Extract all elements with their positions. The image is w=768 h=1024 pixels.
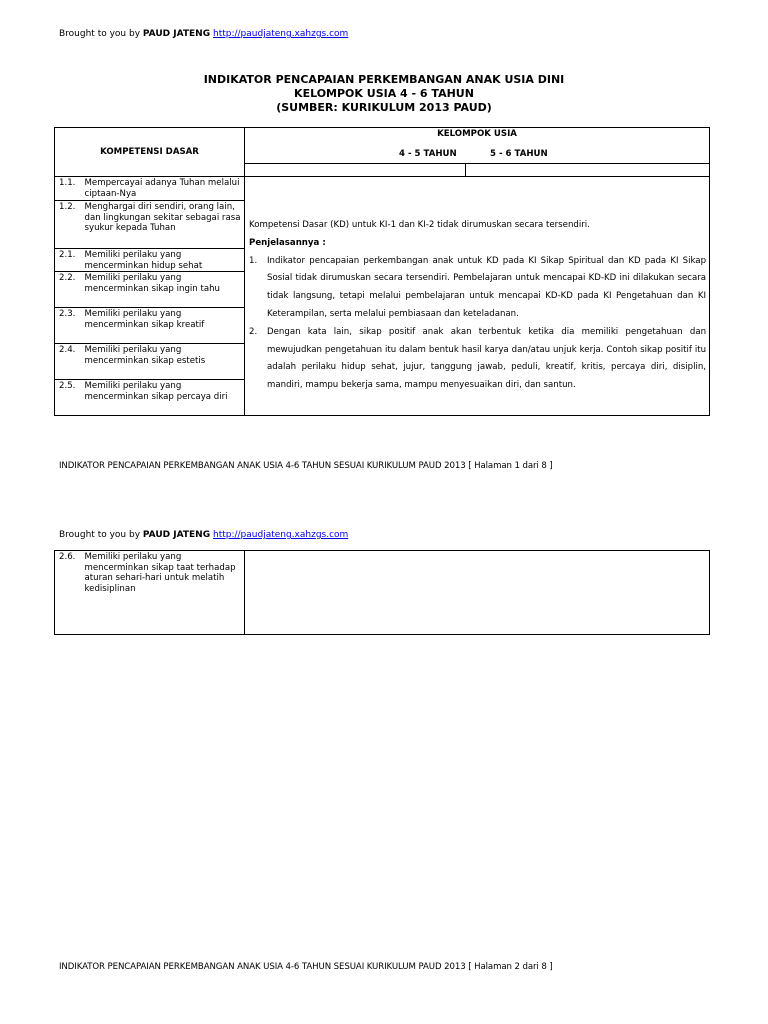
- kd-num: 2.3.: [55, 308, 85, 344]
- credit-brand: PAUD JATENG: [142, 29, 211, 39]
- kd-text: Mempercayai adanya Tuhan melalui ciptaan-Nya: [85, 177, 245, 201]
- kd-text: Memiliki perilaku yang mencerminkan sikap percaya diri: [85, 380, 245, 416]
- explanation-heading: Penjelasannya :: [249, 237, 326, 248]
- header-age-row: [245, 149, 709, 163]
- explanation-list: [249, 253, 706, 395]
- explanation-point: [249, 253, 706, 324]
- empty-explanation-cell: [245, 551, 710, 635]
- kd-text: Memiliki perilaku yang mencerminkan sikap taat terhadap aturan sehari-hari untuk melatih kedisiplinan: [85, 551, 245, 635]
- title-line-3: (SUMBER: KURIKULUM 2013 PAUD): [276, 101, 492, 114]
- kd-text: Menghargai diri sendiri, orang lain, dan lingkungan sekitar sebagai rasa syukur kepada Tuhan: [85, 201, 245, 249]
- kd-text: Memiliki perilaku yang mencerminkan hidup sehat: [85, 249, 245, 272]
- age-5-6-cell: [466, 164, 710, 177]
- credit-link[interactable]: http://paudjateng.xahzgs.com: [212, 530, 349, 540]
- kd-num: 1.2.: [55, 201, 85, 249]
- title-line-1: INDIKATOR PENCAPAIAN PERKEMBANGAN ANAK USIA DINI: [203, 73, 565, 86]
- explanation-cell: [245, 177, 710, 416]
- page-footer-2: INDIKATOR PENCAPAIAN PERKEMBANGAN ANAK USIA 4-6 TAHUN SESUAI KURIKULUM PAUD 2013 [ Halaman 2 dari 8 ]: [59, 962, 553, 972]
- indicator-table: [54, 127, 710, 416]
- credit-line-page-2: [59, 530, 348, 540]
- explanation-intro: Kompetensi Dasar (KD) untuk KI-1 dan KI-2 tidak dirumuskan secara tersendiri.: [249, 220, 590, 230]
- header-group-cell: [245, 128, 710, 164]
- kd-num: 1.1.: [55, 177, 85, 201]
- page-title: [0, 73, 768, 115]
- explanation-point: [249, 324, 706, 395]
- point-num: 1.: [249, 255, 258, 266]
- title-line-2: KELOMPOK USIA 4 - 6 TAHUN: [294, 87, 474, 100]
- kd-text: Memiliki perilaku yang mencerminkan sikap ingin tahu: [85, 272, 245, 308]
- header-age-5-6: 5 - 6 TAHUN: [490, 149, 548, 159]
- kd-text: Memiliki perilaku yang mencerminkan sikap estetis: [85, 344, 245, 380]
- kd-num: 2.6.: [55, 551, 85, 635]
- kd-num: 2.5.: [55, 380, 85, 416]
- point-text: Indikator pencapaian perkembangan anak untuk KD pada KI Sikap Spiritual dan KD pada KI Sikap Sosial tidak dirumuskan secara tersendiri. Pembelajaran untuk mencapai KD-KD ini dilakukan secara tidak langsung, tetapi melalui pembelajaran untuk mencapai KD-KD pada KI Pengetahuan dan KI Keterampilan, serta melalui pembiasaan dan keteladanan.: [267, 255, 707, 319]
- page-footer-1: INDIKATOR PENCAPAIAN PERKEMBANGAN ANAK USIA 4-6 TAHUN SESUAI KURIKULUM PAUD 2013 [ Halaman 1 dari 8 ]: [59, 461, 553, 471]
- credit-line: [59, 29, 348, 39]
- credit-prefix: Brought to you by: [59, 530, 141, 540]
- age-4-5-cell: [245, 164, 466, 177]
- credit-link[interactable]: http://paudjateng.xahzgs.com: [212, 29, 349, 39]
- kd-num: 2.4.: [55, 344, 85, 380]
- credit-brand: PAUD JATENG: [142, 530, 211, 540]
- header-kelompok-usia: KELOMPOK USIA: [437, 129, 517, 139]
- header-age-4-5: 4 - 5 TAHUN: [399, 149, 457, 159]
- credit-prefix: Brought to you by: [59, 29, 141, 39]
- point-num: 2.: [249, 326, 258, 337]
- point-text: Dengan kata lain, sikap positif anak akan terbentuk ketika dia memiliki pengetahuan dan mewujudkan pengetahuan itu dalam bentuk hasil karya dan/atau unjuk kerja. Contoh sikap positif itu adalah perilaku hidup sehat, jujur, tanggung jawab, peduli, kreatif, kritis, percaya diri, disiplin, mandiri, mampu bekerja sama, mampu menyesuaikan diri, dan santun.: [267, 326, 707, 391]
- header-kompetensi-dasar: KOMPETENSI DASAR: [55, 128, 245, 177]
- indicator-table-page-2: [54, 550, 710, 635]
- kd-text: Memiliki perilaku yang mencerminkan sikap kreatif: [85, 308, 245, 344]
- kd-num: 2.2.: [55, 272, 85, 308]
- kd-num: 2.1.: [55, 249, 85, 272]
